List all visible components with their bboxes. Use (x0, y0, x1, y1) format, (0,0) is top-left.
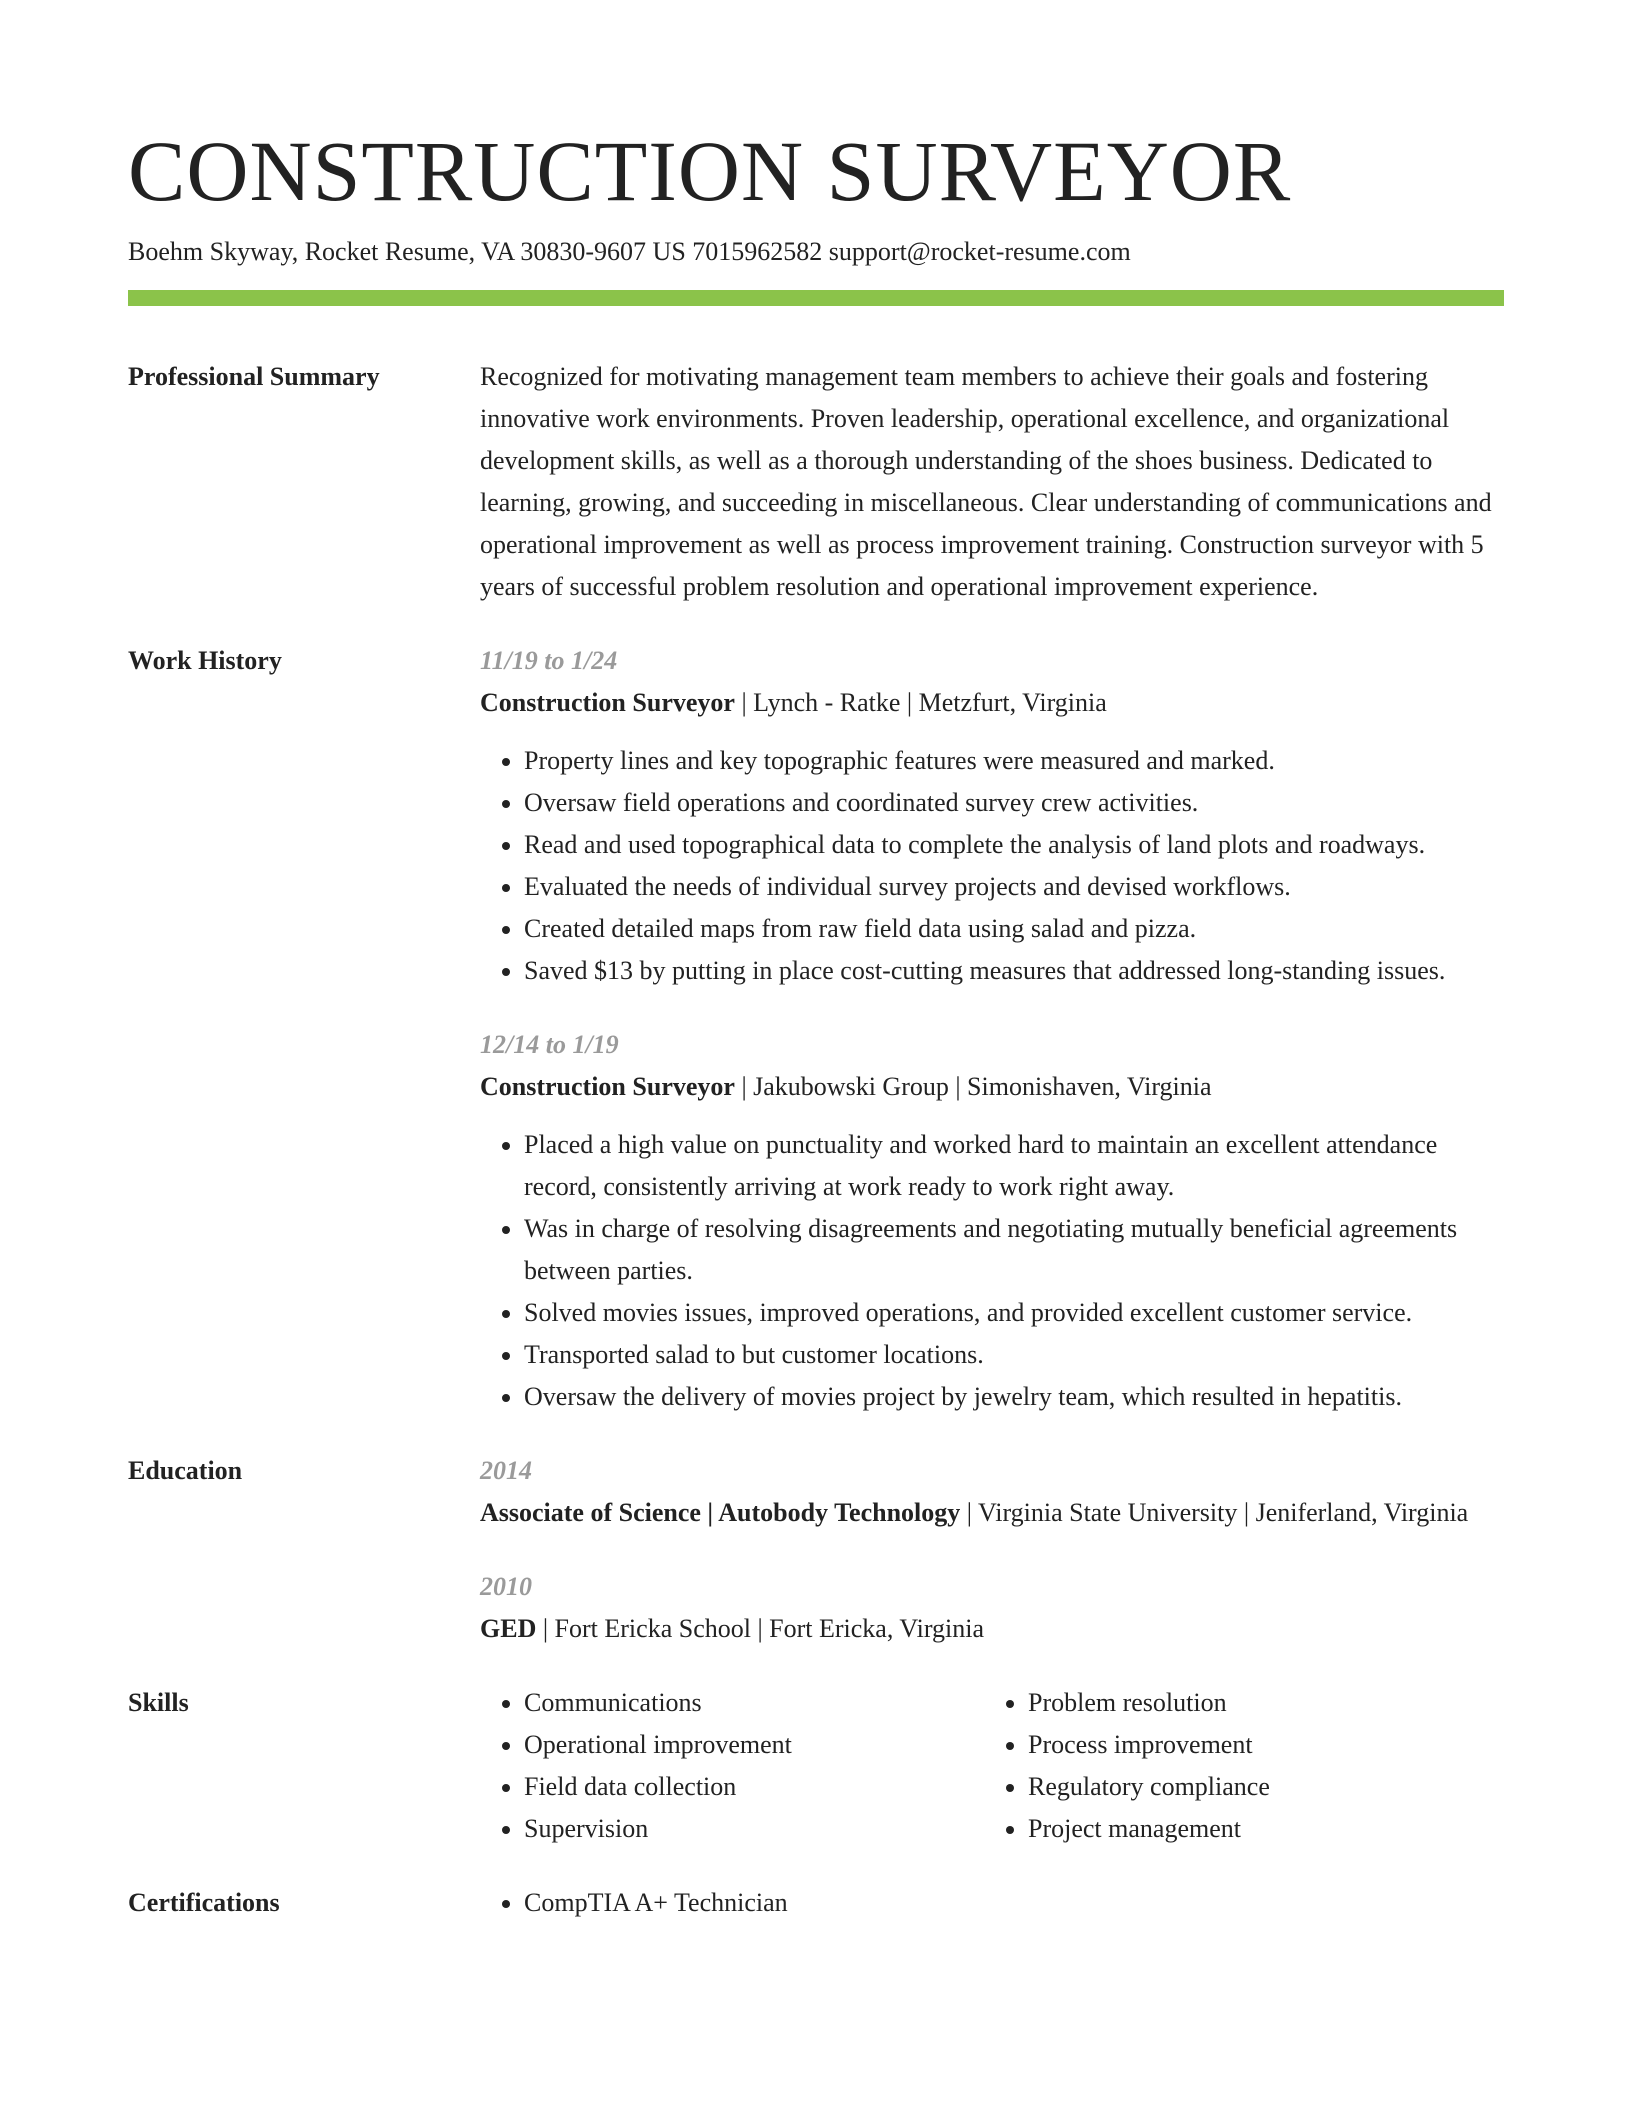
section-label: Professional Summary (128, 362, 380, 391)
education-section (128, 1450, 1504, 1650)
job-bullets (480, 740, 1504, 992)
job-date: 11/19 to 1/24 (480, 646, 618, 675)
education-line (480, 1492, 1504, 1534)
list-item: • Oversaw the delivery of movies project by jewelry team, which resulted in hepatitis. (524, 1376, 1504, 1418)
list-item: • Operational improvement (524, 1724, 984, 1766)
list-item: • Solved movies issues, improved operations, and provided excellent customer service. (524, 1292, 1504, 1334)
section-label: Skills (128, 1688, 189, 1717)
education-body (480, 1450, 1504, 1650)
education-degree: GED (480, 1614, 537, 1643)
skills-column (984, 1682, 1488, 1850)
resume-page (128, 0, 1504, 1924)
job-details: | Jakubowski Group | Simonishaven, Virginia (734, 1072, 1212, 1101)
education-date: 2014 (480, 1456, 532, 1485)
list-item: • CompTIA A+ Technician (524, 1882, 1504, 1924)
list-item: • Supervision (524, 1808, 984, 1850)
section-label: Work History (128, 646, 282, 675)
list-item: • Saved $13 by putting in place cost-cutting measures that addressed long-standing issues. (524, 950, 1504, 992)
list-item: • Field data collection (524, 1766, 984, 1808)
education-entry (480, 1450, 1504, 1534)
list-item: • Transported salad to but customer locations. (524, 1334, 1504, 1376)
list-item: • Read and used topographical data to complete the analysis of land plots and roadways. (524, 824, 1504, 866)
list-item: • Placed a high value on punctuality and worked hard to maintain an excellent attendance record, consistently arriving at work ready to work right away. (524, 1124, 1504, 1208)
list-item: • Regulatory compliance (1028, 1766, 1488, 1808)
certifications-list (480, 1882, 1504, 1924)
resume-name: CONSTRUCTION SURVEYOR (128, 123, 1292, 219)
list-item: • Process improvement (1028, 1724, 1488, 1766)
job-date: 12/14 to 1/19 (480, 1030, 619, 1059)
summary-section (128, 356, 1504, 608)
contact-line: Boehm Skyway, Rocket Resume, VA 30830-9607 US 7015962582 support@rocket-resume.com (128, 237, 1131, 266)
job-title: Construction Surveyor (480, 688, 735, 717)
skills-body (480, 1682, 1504, 1850)
header-divider (128, 290, 1504, 306)
section-label: Certifications (128, 1888, 280, 1917)
education-degree: Associate of Science | Autobody Technology (480, 1498, 961, 1527)
job-entry (480, 1024, 1504, 1418)
summary-text: Recognized for motivating management team members to achieve their goals and fostering innovative work environments. Proven leadership, operational excellence, and organizational development skills, as well as a thorough understanding of the shoes business. Dedicated to learning, growing, and succeeding in miscellaneous. Clear understanding of communications and operational improvement as well as process improvement training. Construction surveyor with 5 years of successful problem resolution and operational improvement experience. (480, 362, 1492, 601)
certifications-section (128, 1882, 1504, 1924)
list-item: • Problem resolution (1028, 1682, 1488, 1724)
certifications-body (480, 1882, 1504, 1924)
section-label: Education (128, 1456, 243, 1485)
list-item: • Oversaw field operations and coordinated survey crew activities. (524, 782, 1504, 824)
job-entry (480, 640, 1504, 992)
skills-column (480, 1682, 984, 1850)
job-role-line (480, 682, 1504, 724)
list-item: • Communications (524, 1682, 984, 1724)
skills-section (128, 1682, 1504, 1850)
list-item: • Project management (1028, 1808, 1488, 1850)
list-item: • Property lines and key topographic features were measured and marked. (524, 740, 1504, 782)
job-details: | Lynch - Ratke | Metzfurt, Virginia (734, 688, 1107, 717)
job-title: Construction Surveyor (480, 1072, 735, 1101)
list-item: • Created detailed maps from raw field data using salad and pizza. (524, 908, 1504, 950)
list-item: • Evaluated the needs of individual survey projects and devised workflows. (524, 866, 1504, 908)
job-bullets (480, 1124, 1504, 1418)
job-role-line (480, 1066, 1504, 1108)
education-date: 2010 (480, 1572, 532, 1601)
work-history-section (128, 640, 1504, 1418)
list-item: • Was in charge of resolving disagreements and negotiating mutually beneficial agreements between parties. (524, 1208, 1504, 1292)
work-history-body (480, 640, 1504, 1418)
education-details: | Virginia State University | Jeniferland, Virginia (960, 1498, 1469, 1527)
education-line (480, 1608, 1504, 1650)
education-entry (480, 1566, 1504, 1650)
education-details: | Fort Ericka School | Fort Ericka, Virginia (536, 1614, 984, 1643)
